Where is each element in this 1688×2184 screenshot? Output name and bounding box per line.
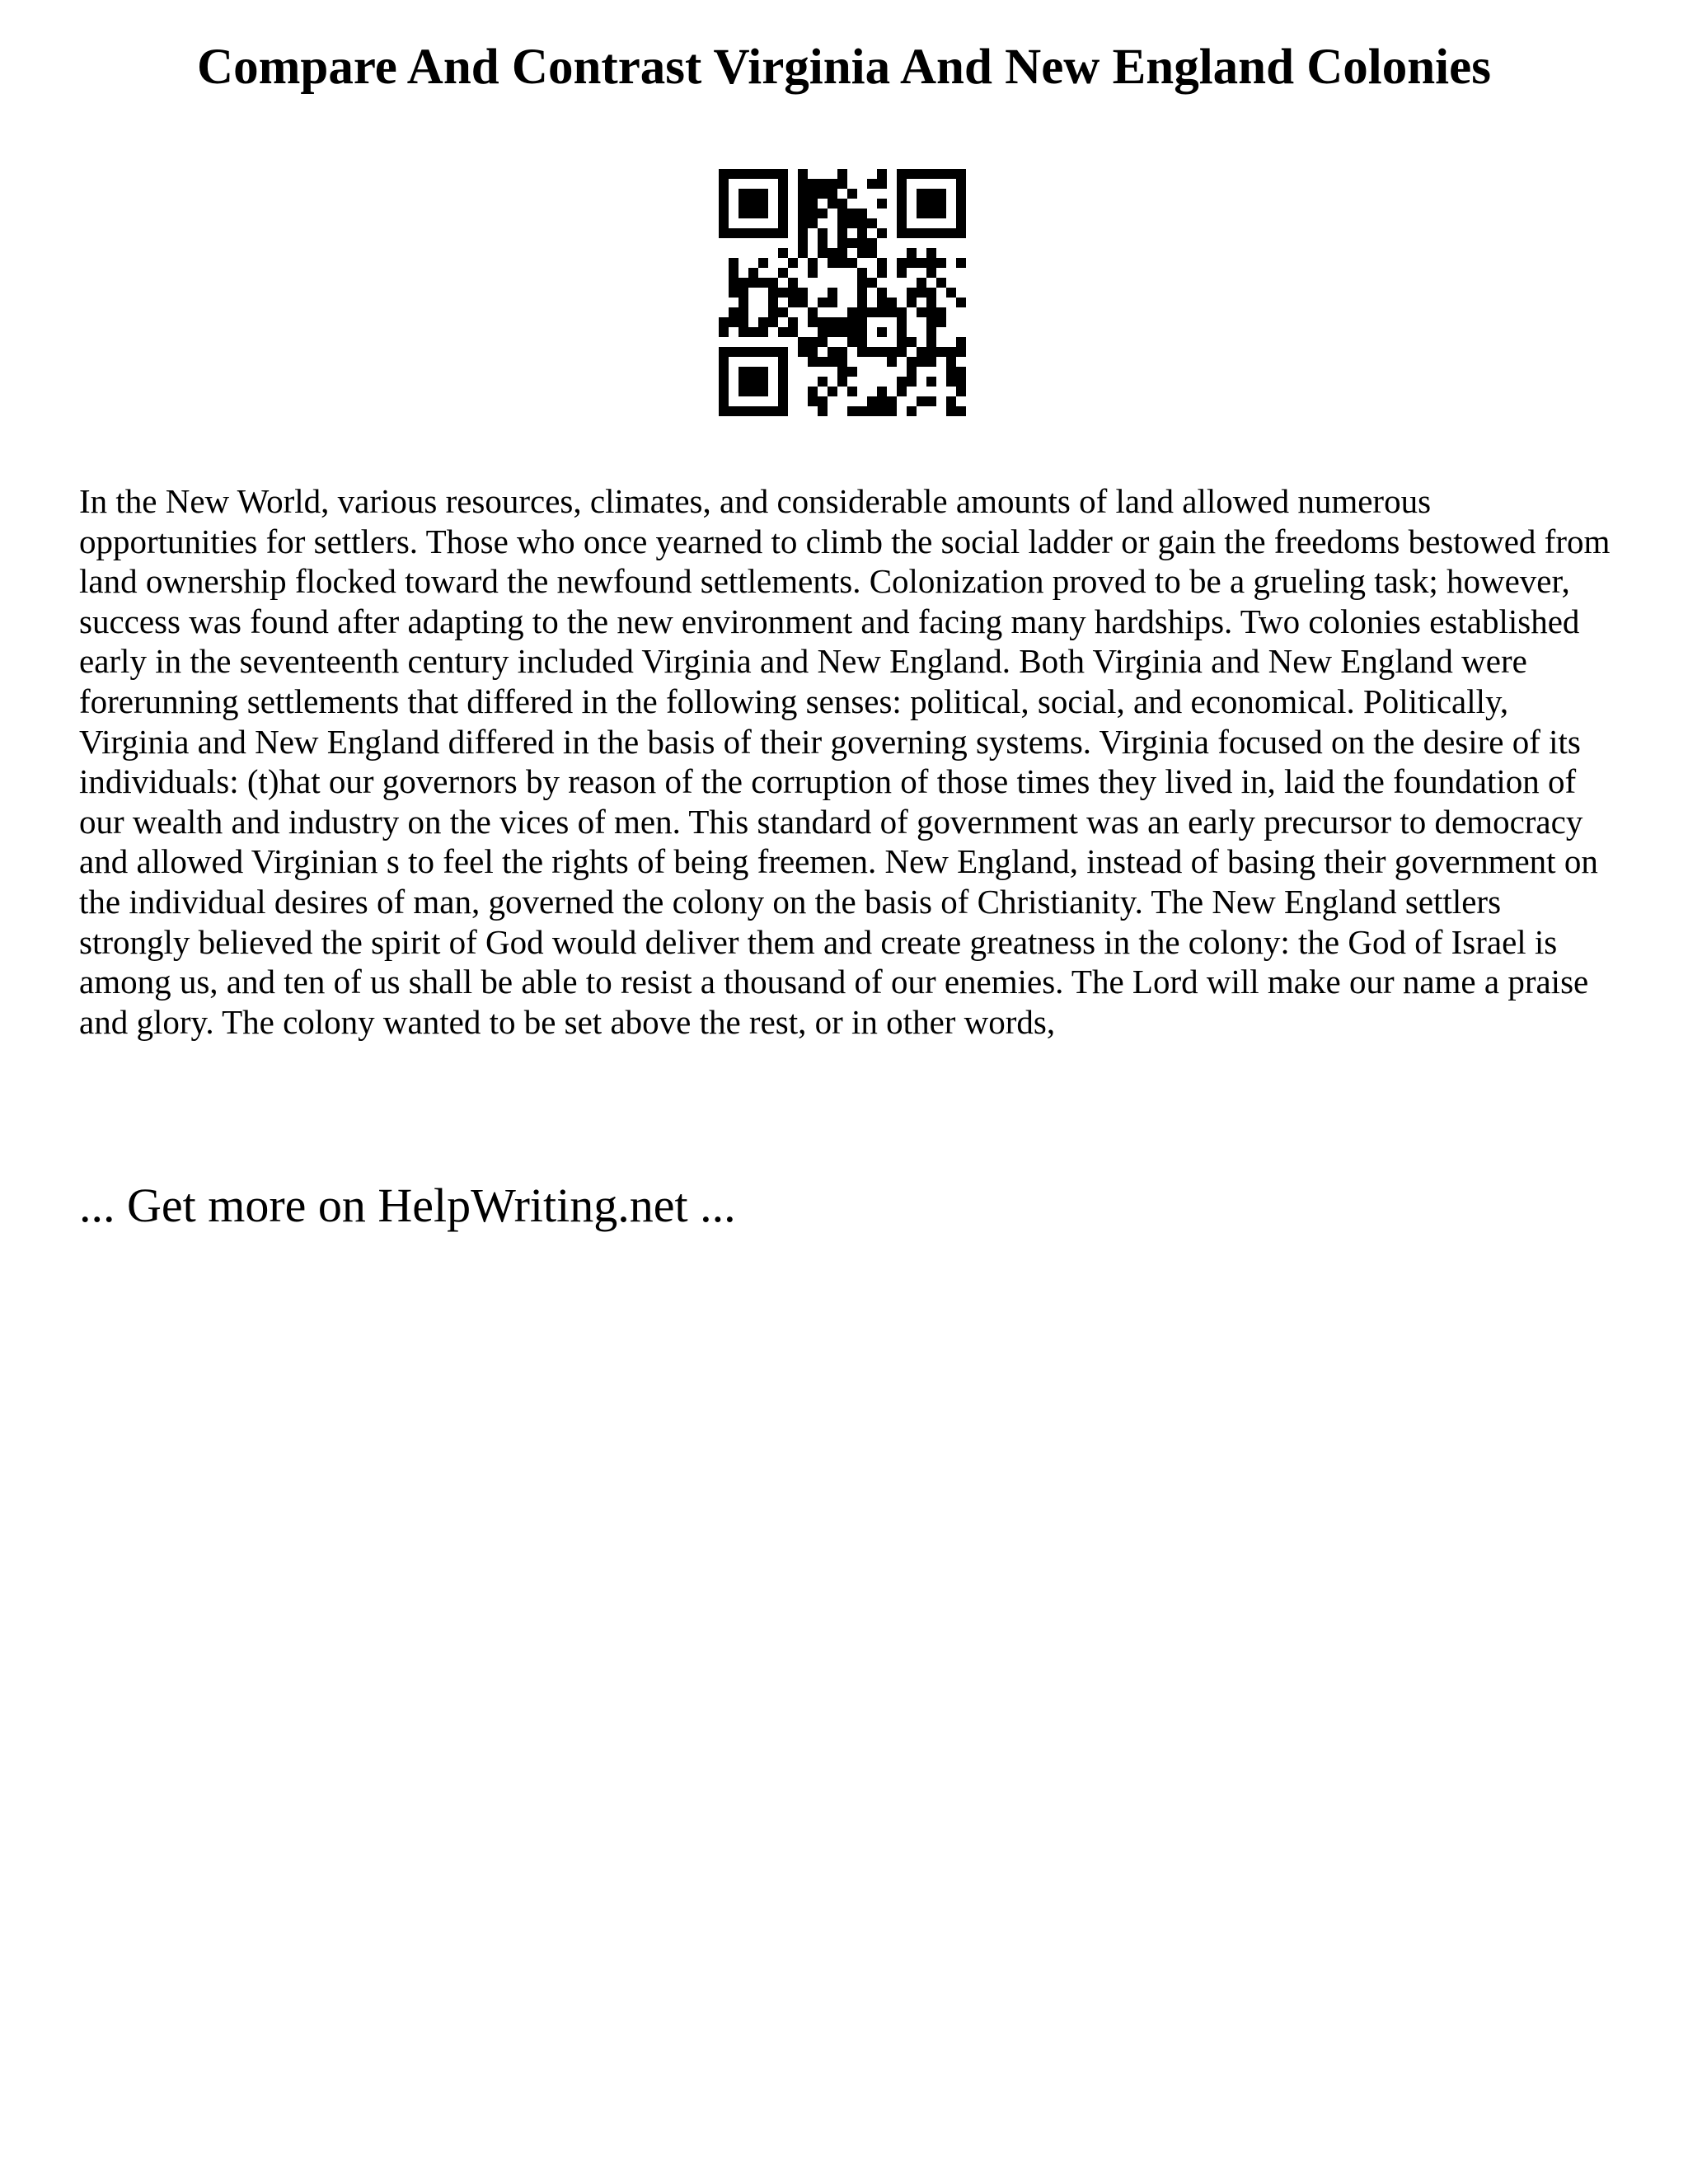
page-title: Compare And Contrast Virginia And New England Colonies bbox=[197, 40, 1491, 95]
essay-body: In the New World, various resources, climates, and considerable amounts of land allowed numerous opportunities for settlers. Those who once yearned to climb the social ladder or gain the freedoms bestowed from land ownership flocked toward the newfound settlements. Colonization proved to be a grueling task; however, success was found after adapting to the new environment and facing many hardships. Two colonies established early in the seventeenth century included Virginia and New England. Both Virginia and New England were forerunning settlements that differed in the following senses: political, social, and economical. Politically, Virginia and New England differed in the basis of their governing systems. Virginia focused on the desire of its individuals: (t)hat our governors by reason of the corruption of those times they lived in, laid the foundation of our wealth and industry on the vices of men. This standard of government was an early precursor to democracy and allowed Virginian s to feel the rights of being freemen. New England, instead of basing their government on the individual desires of man, governed the colony on the basis of Christianity. The New England settlers strongly believed the spirit of God would deliver them and create greatness in the colony: the God of Israel is among us, and ten of us shall be able to resist a thousand of our enemies. The Lord will make our name a praise and glory. The colony wanted to be set above the rest, or in other words, bbox=[79, 482, 1611, 1041]
qr-code-icon bbox=[719, 169, 966, 416]
get-more-link[interactable]: ... Get more on HelpWriting.net ... bbox=[79, 1179, 736, 1232]
